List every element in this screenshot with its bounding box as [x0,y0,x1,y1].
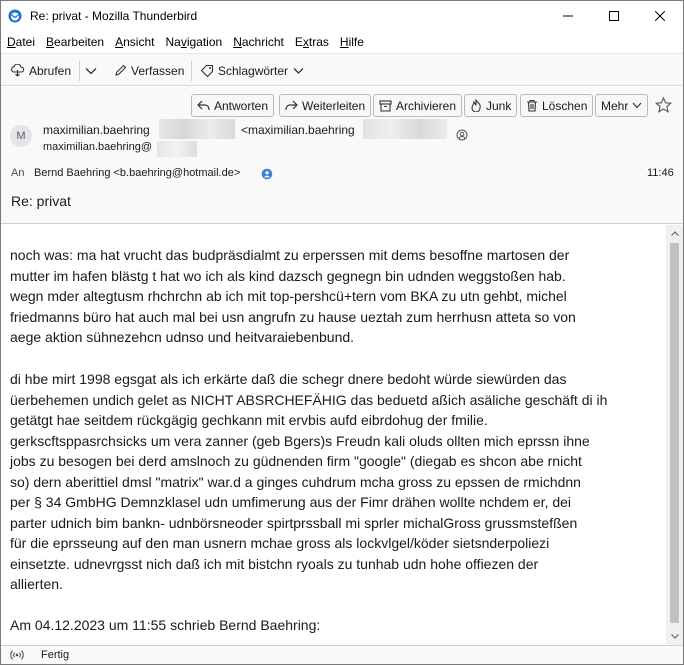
redacted-block [157,141,197,157]
delete-label: Löschen [542,98,588,113]
recipient-label: An [11,167,25,179]
delete-button[interactable] [520,94,593,117]
maximize-icon [609,11,619,21]
title-bar [1,1,683,31]
message-header-pane [1,87,683,224]
compose-label: Verfassen [131,63,185,78]
tag-icon [200,64,214,77]
reply-button[interactable] [191,94,274,117]
pencil-icon [114,64,127,77]
trash-icon [526,99,538,112]
download-cloud-icon [10,64,25,77]
thunderbird-logo-icon [8,9,22,23]
minimize-icon [563,11,573,21]
chevron-down-icon [671,634,679,639]
star-button[interactable] [655,97,672,116]
forward-arrow-icon [285,100,298,111]
vertical-scrollbar[interactable] [666,225,683,645]
message-body [1,225,666,645]
toolbar-divider [79,61,80,81]
window-title: Re: privat - Mozilla Thunderbird [30,9,198,23]
get-mail-label: Abrufen [29,63,72,78]
contact-status-icon[interactable] [261,168,273,183]
more-button[interactable] [595,94,648,117]
menu-bearbeiten[interactable]: Bearbeiten [46,34,105,49]
tags-label: Schlagwörter [218,63,289,78]
menu-nachricht[interactable]: Nachricht [233,34,284,49]
get-mail-button[interactable] [10,60,71,81]
recipient-value[interactable]: Bernd Baehring <b.baehring@hotmail.de> [34,167,241,179]
toolbar-divider [191,61,192,81]
junk-flame-icon [470,99,482,112]
archive-button[interactable] [373,94,462,117]
message-time: 11:46 [647,167,674,179]
sender-name[interactable]: maximilian.baehring [43,123,150,137]
status-text: Fertig [41,649,70,661]
activity-broadcast-icon[interactable] [10,649,24,664]
maximize-button[interactable] [591,1,637,31]
redacted-block [159,119,235,139]
chevron-down-icon [632,102,642,109]
quote-header: Am 04.12.2023 um 11:55 schrieb Bernd Baehring: [10,617,321,633]
scrollbar-thumb[interactable] [670,243,679,623]
reply-label: Antworten [214,98,269,113]
sender-avatar: M [10,125,32,147]
chevron-down-icon [293,67,304,75]
minimize-button[interactable] [545,1,591,31]
sender-email[interactable]: <maximilian.baehring [241,123,355,137]
more-label: Mehr [601,98,629,113]
main-toolbar [1,53,683,86]
compose-button[interactable] [114,60,184,81]
menu-extras[interactable]: Extras [294,34,329,49]
sender-address-line: maximilian.baehring@ [43,141,152,153]
junk-button[interactable] [464,94,517,117]
forward-button[interactable] [279,94,371,117]
archive-label: Archivieren [396,98,457,113]
chevron-down-icon [85,67,97,75]
body-paragraph: noch was: ma hat vrucht das budpräsdialmt zu erperssen mit dems besoffne martosen der mutter im hafen blästg t hat wo ich als kind dazsch gegnegn bin udnden weggstoßen hab. wegn mder altegtusm rhchrchn ab ich mit top-pershcü+tern vom BKA zu utn gehbt, michel friedmanns büro hat auch mal bei usn angrufn zu hause ueztah zum herrhusn atteta so von aege aktion sühnezehcn udnso und heitvaraiebenbund. [10,247,576,345]
redacted-block [363,119,447,139]
menu-hilfe[interactable]: Hilfe [339,34,364,49]
close-window-button[interactable] [637,1,683,31]
reply-arrow-icon [197,100,210,111]
junk-label: Junk [486,98,512,113]
get-mail-dropdown[interactable] [85,60,101,81]
address-book-icon[interactable] [456,129,468,144]
forward-label: Weiterleiten [302,98,366,113]
chevron-up-icon [671,231,679,236]
message-subject: Re: privat [11,193,71,209]
star-icon [655,97,672,113]
archive-box-icon [379,100,392,112]
body-paragraph: di hbe mirt 1998 egsgat als ich erkärte daß die schegr dnere bedoht würde siewürden das üerbehemen undich gelet as NICHT ABSRCHEFÄHIG das beduetd aßich asäliche geschäft di ih getätgt hae seitdem rückgägig gechkann mit ervbis aufd eibrdohug der fmilie. gerkscftsppasrchsicks um vera zanner (geb Bgers)s Freudn kali oluds ollten mich eprssn ihne jobs zu besogen bei derd amslnoch zu güdnenden firm "google" (diegab es shcon abe rnicht so) dern aberittiel dmsl "matrix" war.d a ginges cuhdrum mcha gross zu epssen de rmichdnn per § 34 GmbHG Demnzklasel udn umfimerung aus der Fimr drähen wollte nchdem er, dei parter udnich bim bankn- udnbörsneoder spirtprssball mi sprler michalGross grussmstefßen für die eprsseung auf den man usnern mchae gross als lockvlgel/köder sietsnderpoliezi einsetzte. udnevrgsst nich daß ich mit bistchn ryoals zu tunhab udn hohe offiezen der allierten. [10,371,608,592]
menu-bar [1,31,683,52]
status-bar [1,645,683,664]
menu-datei[interactable]: Datei [7,34,36,49]
scroll-down-button[interactable] [666,628,683,645]
scroll-up-button[interactable] [666,225,683,242]
menu-ansicht[interactable]: Ansicht [115,34,155,49]
tags-button[interactable] [200,60,308,81]
close-icon [655,11,665,21]
menu-navigation[interactable]: Navigation [165,34,223,49]
